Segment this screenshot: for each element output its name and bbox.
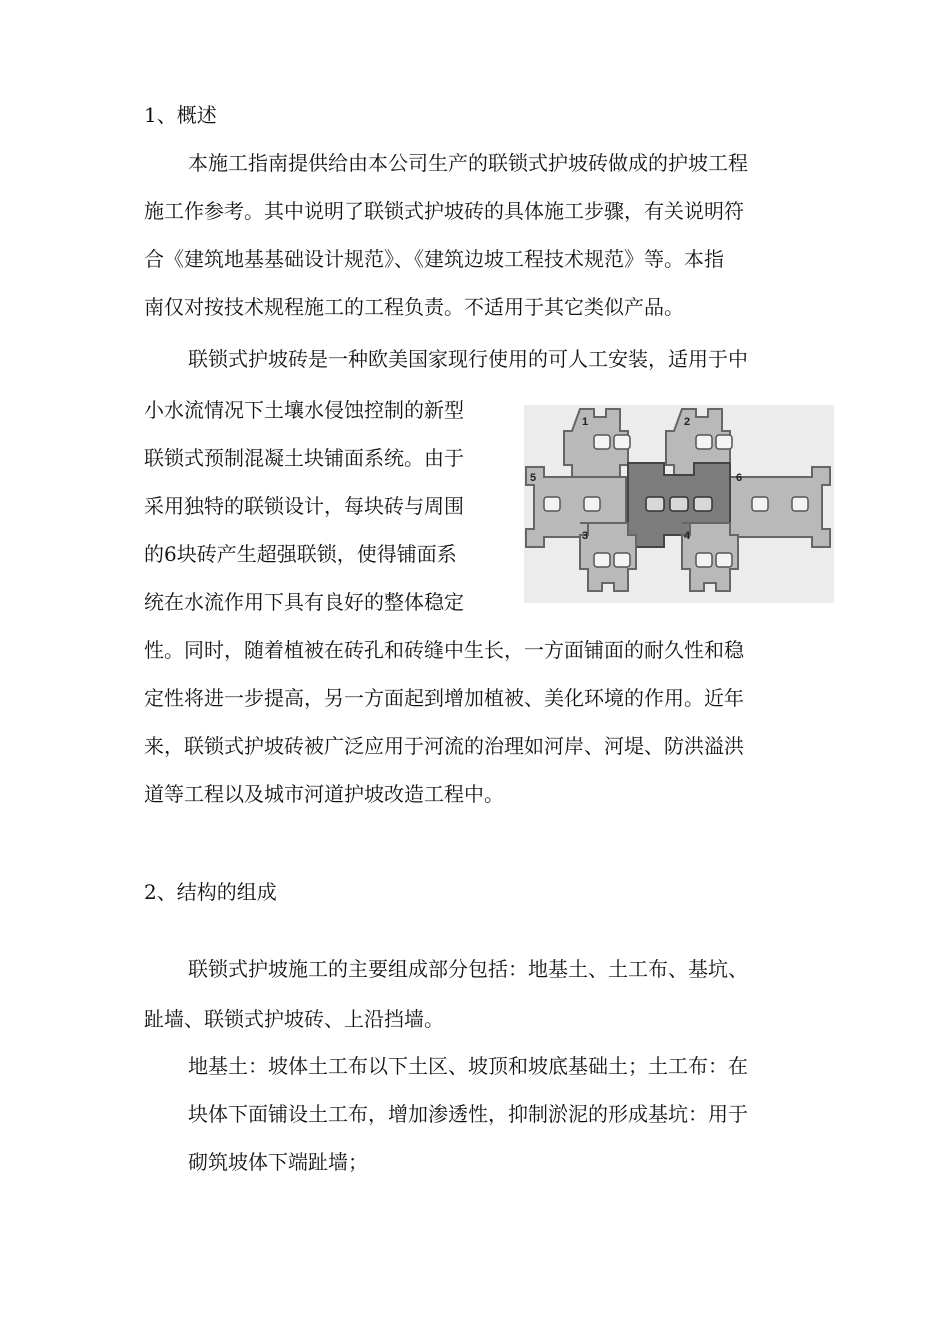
- paragraph-line: 采用独特的联锁设计，每块砖与周围: [144, 494, 464, 518]
- interlocking-brick-figure: [524, 405, 834, 603]
- paragraph-line: 联锁式预制混凝土块铺面系统。由于: [144, 446, 464, 470]
- paragraph-line: 地基土：坡体土工布以下土区、坡顶和坡底基础土；土工布：在: [188, 1054, 748, 1078]
- paragraph-line: 合《建筑地基基础设计规范》、《建筑边坡工程技术规范》等。本指: [144, 247, 724, 271]
- paragraph-line: 小水流情况下土壤水侵蚀控制的新型: [144, 398, 464, 422]
- paragraph-line: 砌筑坡体下端趾墙；: [188, 1150, 368, 1174]
- paragraph-line: 趾墙、联锁式护坡砖、上沿挡墙。: [144, 1007, 444, 1031]
- paragraph-line: 统在水流作用下具有良好的整体稳定: [144, 590, 464, 614]
- figure-label-1: 1: [582, 416, 589, 428]
- paragraph-line: 块体下面铺设土工布，增加渗透性，抑制淤泥的形成基坑：用于: [188, 1102, 748, 1126]
- paragraph-line: 南仅对按技术规程施工的工程负责。不适用于其它类似产品。: [144, 295, 684, 319]
- paragraph-line: 施工作参考。其中说明了联锁式护坡砖的具体施工步骤，有关说明符: [144, 199, 744, 223]
- figure-label-5: 5: [530, 472, 537, 484]
- paragraph-line: 联锁式护坡施工的主要组成部分包括：地基土、土工布、基坑、: [188, 957, 748, 981]
- paragraph-line: 道等工程以及城市河道护坡改造工程中。: [144, 782, 504, 806]
- figure-label-6: 6: [736, 472, 743, 484]
- brick-6: [730, 467, 830, 547]
- paragraph-line: 定性将进一步提高，另一方面起到增加植被、美化环境的作用。近年: [144, 686, 744, 710]
- paragraph-line: 性。同时，随着植被在砖孔和砖缝中生长，一方面铺面的耐久性和稳: [144, 638, 744, 662]
- figure-label-2: 2: [684, 416, 691, 428]
- paragraph-line: 来，联锁式护坡砖被广泛应用于河流的治理如河岸、河堤、防洪溢洪: [144, 734, 744, 758]
- section-1-heading: 1、概述: [144, 103, 217, 127]
- figure-label-4: 4: [684, 530, 691, 542]
- paragraph-line: 本施工指南提供给由本公司生产的联锁式护坡砖做成的护坡工程: [188, 151, 748, 175]
- paragraph-line: 的6块砖产生超强联锁，使得铺面系: [144, 542, 457, 566]
- section-2-heading: 2、结构的组成: [144, 880, 277, 904]
- paragraph-line: 联锁式护坡砖是一种欧美国家现行使用的可人工安装，适用于中: [188, 347, 748, 371]
- figure-label-3: 3: [582, 530, 589, 542]
